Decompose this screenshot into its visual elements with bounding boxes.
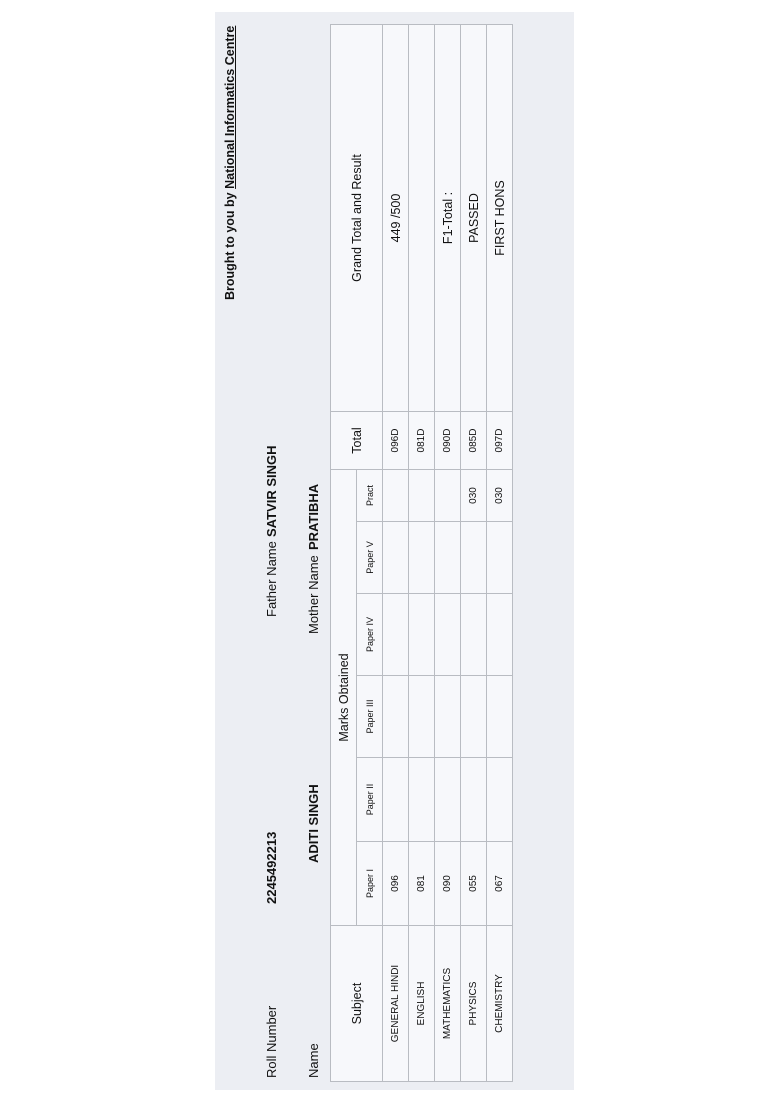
pract-cell (383, 470, 409, 522)
mother-name-value: PRATIBHA (306, 483, 321, 550)
paper-iv-cell (383, 594, 409, 676)
mother-name-label: Mother Name (306, 555, 321, 634)
paper-v-header: Paper V (357, 522, 383, 594)
paper-i-cell: 081 (409, 842, 435, 926)
paper-ii-cell (487, 758, 513, 842)
total-cell: 097D (487, 412, 513, 470)
paper-iii-cell (435, 676, 461, 758)
father-name-value: SATVIR SINGH (264, 445, 279, 537)
pract-cell (435, 470, 461, 522)
paper-iii-cell (383, 676, 409, 758)
paper-iv-cell (435, 594, 461, 676)
subject-cell: GENERAL HINDI (383, 926, 409, 1082)
roll-number-label: Roll Number (264, 1005, 279, 1078)
paper-iii-header: Paper III (357, 676, 383, 758)
total-cell: 090D (435, 412, 461, 470)
grand-total-cell: 449 /500 (383, 25, 409, 412)
pract-cell: 030 (461, 470, 487, 522)
credit-org-link[interactable]: National Informatics Centre (223, 25, 237, 189)
marks-table (330, 24, 513, 1082)
pract-cell (409, 470, 435, 522)
subject-cell: CHEMISTRY (487, 926, 513, 1082)
grand-total-cell: F1-Total : (435, 25, 461, 412)
paper-v-cell (409, 522, 435, 594)
total-cell: 085D (461, 412, 487, 470)
roll-number-value: 2245492213 (264, 831, 279, 904)
paper-ii-cell (409, 758, 435, 842)
paper-iv-cell (409, 594, 435, 676)
credit-prefix: Brought to you by (223, 188, 237, 300)
grand-total-cell: FIRST HONS (487, 25, 513, 412)
scanned-page (215, 12, 574, 1090)
subject-cell: PHYSICS (461, 926, 487, 1082)
father-name-label: Father Name (264, 541, 279, 617)
paper-iv-header: Paper IV (357, 594, 383, 676)
paper-iii-cell (409, 676, 435, 758)
pract-cell: 030 (487, 470, 513, 522)
total-header: Total (331, 412, 383, 470)
paper-iii-cell (487, 676, 513, 758)
paper-iv-cell (461, 594, 487, 676)
name-label: Name (306, 1043, 321, 1078)
credit-line (223, 26, 237, 300)
paper-v-cell (435, 522, 461, 594)
pract-header: Pract (357, 470, 383, 522)
paper-v-cell (487, 522, 513, 594)
paper-i-header: Paper I (357, 842, 383, 926)
paper-ii-header: Paper II (357, 758, 383, 842)
paper-v-cell (383, 522, 409, 594)
subject-cell: ENGLISH (409, 926, 435, 1082)
table-row (383, 25, 409, 1082)
table-row (487, 25, 513, 1082)
paper-ii-cell (461, 758, 487, 842)
marks-obtained-header: Marks Obtained (331, 470, 357, 926)
grand-total-header: Grand Total and Result (331, 25, 383, 412)
subject-header: Subject (331, 926, 383, 1082)
total-cell: 081D (409, 412, 435, 470)
paper-iv-cell (487, 594, 513, 676)
paper-ii-cell (435, 758, 461, 842)
paper-i-cell: 067 (487, 842, 513, 926)
paper-i-cell: 090 (435, 842, 461, 926)
paper-iii-cell (461, 676, 487, 758)
table-row (435, 25, 461, 1082)
grand-total-cell: PASSED (461, 25, 487, 412)
total-cell: 096D (383, 412, 409, 470)
paper-ii-cell (383, 758, 409, 842)
table-row (409, 25, 435, 1082)
paper-v-cell (461, 522, 487, 594)
paper-i-cell: 096 (383, 842, 409, 926)
subject-cell: MATHEMATICS (435, 926, 461, 1082)
paper-i-cell: 055 (461, 842, 487, 926)
name-value: ADITI SINGH (306, 784, 321, 863)
grand-total-cell (409, 25, 435, 412)
result-document (215, 12, 574, 1090)
table-row (461, 25, 487, 1082)
